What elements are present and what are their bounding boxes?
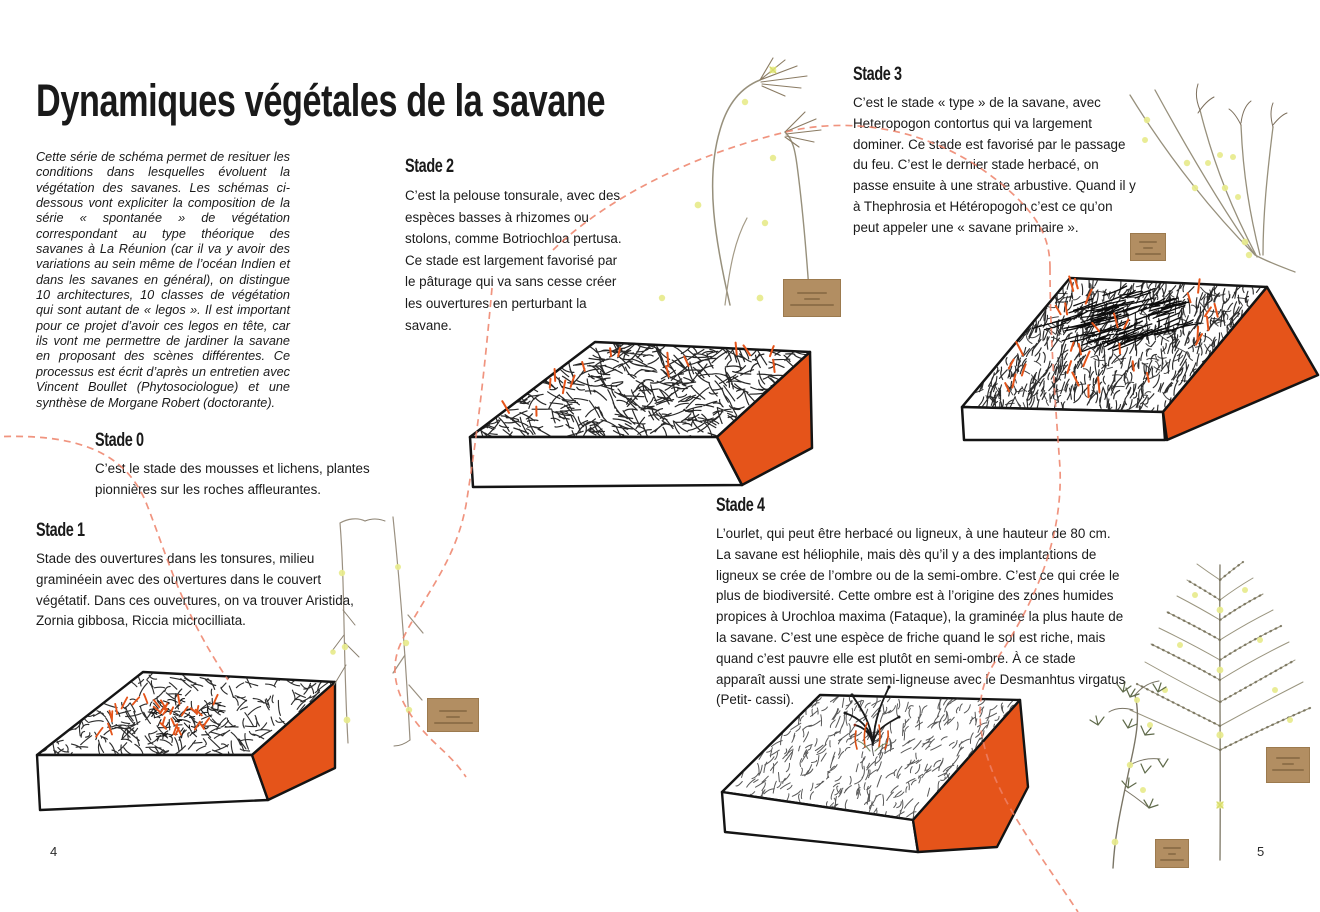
stage-section-1 (36, 520, 374, 632)
specimen-label (1155, 839, 1189, 868)
stage-0-heading-text: Stade 0 (95, 430, 144, 451)
specimen-label (427, 698, 479, 732)
illustration-stade-2-block (462, 318, 818, 496)
stage-section-0 (95, 430, 425, 501)
specimen-label (783, 279, 841, 317)
stage-2-body: C’est la pelouse tonsurale, avec des espèces basses à rhizomes ou stolons, comme Botriochloa pertusa. Ce stade est largement favorisé par le pâturage qui va sans cesse créer les ouvertures en perturbant la savane. (405, 188, 622, 333)
illustration-stade-1-block (28, 660, 350, 820)
stage-section-2 (405, 156, 623, 336)
illustration-stade-3-block (945, 272, 1320, 454)
specimen-label (1266, 747, 1310, 783)
stage-section-3 (853, 64, 1137, 239)
stage-4-heading (716, 495, 1128, 517)
stage-0-heading (95, 430, 425, 452)
stage-0-body: C’est le stade des mousses et lichens, plantes pionnières sur les roches affleurantes. (95, 461, 370, 497)
stage-3-heading-text: Stade 3 (853, 64, 902, 85)
stage-section-4 (716, 495, 1128, 711)
stage-3-heading (853, 64, 1137, 86)
page-title (36, 75, 785, 126)
page-title-text: Dynamiques végétales de la savane (36, 75, 606, 126)
stage-1-heading (36, 520, 374, 542)
stage-1-heading-text: Stade 1 (36, 520, 85, 541)
page-number-left: 4 (50, 844, 58, 859)
stage-2-heading (405, 156, 623, 178)
stage-4-body: L’ourlet, qui peut être herbacé ou ligneux, à une hauteur de 80 cm. La savane est héliophile, mais dès qu’il y a des implantations de ligneux se crée de l’ombre ou de la semi-ombre. C’est ce qui crée le plus de biodiversité. Cette ombre est à l’origine des zones humides propices à Urochloa maxima (Fataque), la graminée la plus haute de la savane. C’est une espèce de friche quand le sol est riche, mais quand c’est pauvre elle est plutôt en semi-ombre. À ce stade apparaît aussi une strate semi-ligneuse avec le Desmanhtus virgatus (Petit- cassi). (716, 526, 1126, 708)
page-number-right: 5 (1257, 844, 1265, 859)
stage-2-heading-text: Stade 2 (405, 156, 454, 177)
stage-1-body: Stade des ouvertures dans les tonsures, milieu graminéein avec des ouvertures dans le couvert végétatif. Dans ces ouvertures, on va trouver Aristida, Zornia gibbosa, Riccia microcilliata. (36, 551, 354, 629)
intro-paragraph: Cette série de schéma permet de resituer les conditions dans lesquelles évoluent la végétation des savanes. Les schémas ci-dessous vont expliciter la composition de la série « spontanée » de végétation correspondant au type théorique des savanes à La Réunion (car il va y avoir des variations au sein même de l’océan Indien et dans les savanes en général), on distingue 10 architectures, 10 classes de végétation qui sont autant de « legos ». Il est important pour ce projet d’avoir ces legos en tête, car ils vont me permettre de jardiner la savane en proposant des scènes différentes. Ce processus est écrit d’après un entretien avec Vincent Boullet (Phytosociologue) et une synthèse de Morgane Robert (doctorante). (36, 150, 290, 410)
stage-3-body: C’est le stade « type » de la savane, avec Heteropogon contortus qui va largement dominer. Ce stade est favorisé par le passage du feu. C’est le dernier stade herbacé, on passe ensuite à une strate arbustive. Quand il y à Thephrosia et Hétéropogon c’est ce qu’on peut appeler une « savane primaire ». (853, 95, 1136, 235)
stage-4-heading-text: Stade 4 (716, 495, 765, 516)
